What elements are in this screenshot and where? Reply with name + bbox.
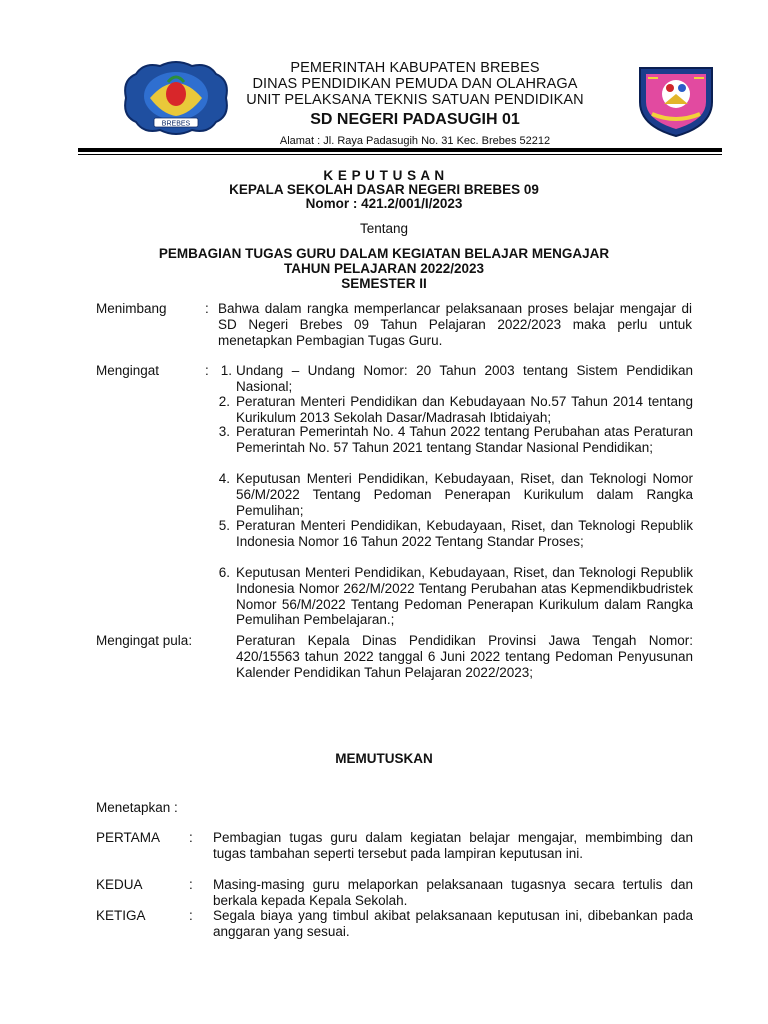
brebes-crest-icon <box>120 58 232 138</box>
menimbang-label: Menimbang <box>96 301 167 316</box>
decree-subject-line3: SEMESTER II <box>341 276 427 291</box>
decree-issuer: KEPALA SEKOLAH DASAR NEGERI BREBES 09 <box>229 182 539 197</box>
letterhead-address: Alamat : Jl. Raya Padasugih No. 31 Kec. Brebes 52212 <box>279 135 551 147</box>
letterhead-unit: UNIT PELAKSANA TEKNIS SATUAN PENDIDIKAN <box>246 92 584 108</box>
decree-title: K E P U T U S A N <box>323 168 445 183</box>
letterhead-rule <box>78 148 722 152</box>
school-crest-icon <box>634 58 718 138</box>
mengingat-colon: : <box>205 363 209 378</box>
letterhead-agency: DINAS PENDIDIKAN PEMUDA DAN OLAHRAGA <box>252 76 578 92</box>
decree-subject-line2: TAHUN PELAJARAN 2022/2023 <box>283 261 485 276</box>
mengingat-label: Mengingat <box>96 363 160 378</box>
menetapkan-label: Menetapkan : <box>96 800 178 815</box>
letterhead-rule-thin <box>78 154 722 155</box>
menimbang-text: Bahwa dalam rangka memperlancar pelaksanaan proses belajar mengajar di SD Negeri Brebes 09 Tahun Pelajaran 2022/2023 maka perlu untuk menetapkan Pembagian Tugas Guru. <box>218 301 692 348</box>
decree-number: Nomor : 421.2/001/I/2023 <box>305 196 463 211</box>
memutuskan-heading: MEMUTUSKAN <box>335 751 433 766</box>
decree-about: Tentang <box>359 221 409 236</box>
decree-subject-line1: PEMBAGIAN TUGAS GURU DALAM KEGIATAN BELAJAR MENGAJAR <box>158 246 610 261</box>
svg-text:BREBES: BREBES <box>161 120 191 128</box>
letterhead <box>230 60 600 148</box>
mengingat-pula-label: Mengingat pula: <box>96 633 193 648</box>
mengingat-pula-text: Peraturan Kepala Dinas Pendidikan Provinsi Jawa Tengah Nomor: 420/15563 tahun 2022 tanggal 6 Juni 2022 tentang Pedoman Penyusunan Kalender Pendidikan Tahun Pelajaran 2022/2023; <box>236 633 693 680</box>
letterhead-government: PEMERINTAH KABUPATEN BREBES <box>290 60 540 76</box>
menimbang-colon: : <box>205 301 209 316</box>
letterhead-school-name: SD NEGERI PADASUGIH 01 <box>310 111 520 128</box>
